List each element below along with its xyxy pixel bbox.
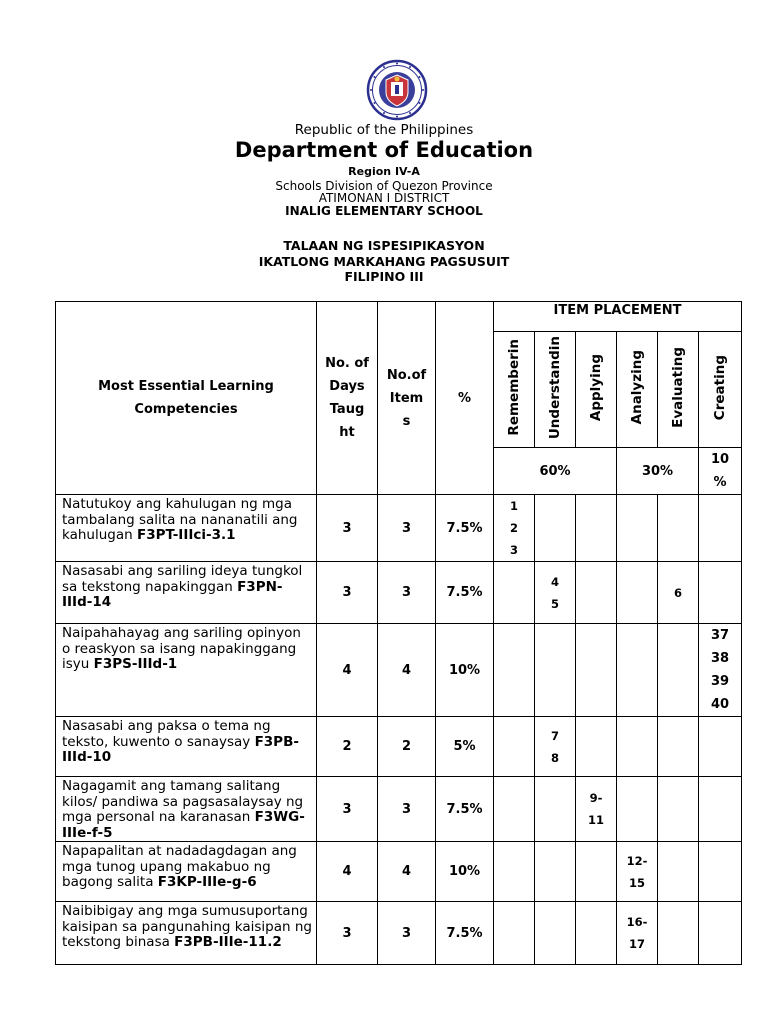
competency-cell bbox=[56, 562, 317, 624]
competency-code: F3PB-IIId-10 bbox=[62, 733, 299, 765]
competency-code: F3PT-IIIci-3.1 bbox=[136, 527, 236, 543]
school-label: INALIG ELEMENTARY SCHOOL bbox=[285, 204, 483, 218]
item-number: 11 bbox=[587, 813, 604, 827]
days-cell: 3 bbox=[317, 495, 378, 562]
header-line: No.of bbox=[386, 367, 427, 383]
competency-text: Napapalitan at nadadagdagan ang mga tunog upang makabuo ng bagong salita bbox=[62, 843, 297, 890]
percent-cell: 10% bbox=[436, 624, 494, 717]
division-label: Schools Division of Quezon Province bbox=[275, 179, 493, 193]
table-row bbox=[56, 842, 742, 902]
weight-lots: 60% bbox=[494, 448, 617, 495]
placement-cell bbox=[494, 902, 535, 965]
placement-cell bbox=[658, 777, 699, 842]
placement-cell bbox=[617, 624, 658, 717]
item-number: 5 bbox=[550, 596, 559, 611]
placement-cell bbox=[699, 624, 742, 717]
percent-cell: 7.5% bbox=[436, 902, 494, 965]
header-line: No. of bbox=[325, 356, 369, 371]
placement-cell bbox=[576, 777, 617, 842]
level-evaluating: Evaluating bbox=[658, 332, 699, 448]
placement-cell bbox=[699, 777, 742, 842]
items-header bbox=[378, 302, 436, 495]
placement-cell bbox=[617, 842, 658, 902]
placement-cell bbox=[535, 562, 576, 624]
placement-cell bbox=[617, 562, 658, 624]
placement-cell bbox=[576, 562, 617, 624]
table-row bbox=[56, 902, 742, 965]
item-number: 38 bbox=[710, 651, 730, 666]
placement-cell bbox=[576, 495, 617, 562]
placement-cell bbox=[658, 495, 699, 562]
placement-cell bbox=[494, 562, 535, 624]
competency-text: Nasasabi ang paksa o tema ng teksto, kuwento o sanaysay bbox=[62, 718, 271, 750]
competency-code: F3PS-IIId-1 bbox=[93, 656, 178, 672]
weight-mots: 30% bbox=[617, 448, 699, 495]
placement-cell bbox=[494, 495, 535, 562]
level-creating: Creating bbox=[699, 332, 742, 448]
days-header bbox=[317, 302, 378, 495]
competency-text: Naibibigay ang mga sumusuportang kaisipan sa pangunahing kaisipan ng tekstong binasa bbox=[62, 903, 312, 950]
header-line: Days bbox=[329, 379, 365, 394]
item-number: 3 bbox=[509, 543, 518, 557]
document-title: TALAAN NG ISPESIPIKASYON bbox=[283, 238, 485, 253]
item-number: 12- bbox=[626, 853, 648, 868]
region-label: Region IV-A bbox=[348, 165, 420, 178]
placement-cell bbox=[699, 562, 742, 624]
percent-cell: 7.5% bbox=[436, 777, 494, 842]
competency-cell bbox=[56, 624, 317, 717]
weight-hots bbox=[699, 448, 742, 495]
district-label: ATIMONAN I DISTRICT bbox=[318, 191, 450, 205]
competency-text: Naipahahayag ang sariling opinyon o reaskyon sa isang napakinggang isyu bbox=[62, 625, 301, 672]
item-number: 9- bbox=[589, 791, 603, 805]
level-analyzing: Analyzing bbox=[617, 332, 658, 448]
item-number: 2 bbox=[509, 521, 518, 535]
header-line: Competencies bbox=[134, 402, 238, 417]
placement-cell bbox=[658, 717, 699, 777]
republic-label: Republic of the Philippines bbox=[294, 122, 474, 138]
days-cell: 3 bbox=[317, 902, 378, 965]
competency-cell bbox=[56, 902, 317, 965]
document-subtitle: IKATLONG MARKAHANG PAGSUSUIT bbox=[258, 254, 510, 269]
placement-cell bbox=[699, 842, 742, 902]
weight-line: % bbox=[713, 475, 727, 490]
item-number: 1 bbox=[509, 499, 518, 513]
items-cell: 3 bbox=[378, 562, 436, 624]
items-cell: 3 bbox=[378, 495, 436, 562]
items-cell: 4 bbox=[378, 842, 436, 902]
subject-label: FILIPINO III bbox=[344, 269, 424, 284]
placement-cell bbox=[494, 842, 535, 902]
table-row bbox=[56, 562, 742, 624]
placement-cell bbox=[576, 717, 617, 777]
item-number: 15 bbox=[628, 875, 645, 890]
item-number: 39 bbox=[710, 674, 730, 689]
placement-cell bbox=[658, 842, 699, 902]
level-applying: Applying bbox=[576, 332, 617, 448]
items-cell: 2 bbox=[378, 717, 436, 777]
competency-code: F3PB-IIIe-11.2 bbox=[174, 934, 282, 950]
item-number: 17 bbox=[628, 937, 645, 951]
items-cell: 3 bbox=[378, 902, 436, 965]
competency-cell bbox=[56, 717, 317, 777]
placement-cell bbox=[494, 717, 535, 777]
placement-cell bbox=[699, 717, 742, 777]
header-line: ht bbox=[339, 425, 355, 440]
placement-cell bbox=[699, 495, 742, 562]
placement-cell bbox=[576, 902, 617, 965]
header-line: Item bbox=[389, 390, 424, 406]
placement-cell bbox=[617, 777, 658, 842]
competency-cell bbox=[56, 842, 317, 902]
percent-header: % bbox=[436, 302, 494, 495]
item-number: 4 bbox=[550, 574, 559, 589]
percent-cell: 7.5% bbox=[436, 495, 494, 562]
placement-cell bbox=[535, 717, 576, 777]
days-cell: 3 bbox=[317, 777, 378, 842]
competency-text: Natutukoy ang kahulugan ng mga tambalang salita na nananatili ang kahulugan bbox=[62, 496, 298, 543]
competency-text: Nasasabi ang sariling ideya tungkol sa tekstong napakinggan bbox=[62, 563, 303, 595]
placement-cell bbox=[699, 902, 742, 965]
items-cell: 4 bbox=[378, 624, 436, 717]
placement-cell bbox=[658, 902, 699, 965]
competency-cell bbox=[56, 777, 317, 842]
table-row bbox=[56, 717, 742, 777]
weight-line: 10 bbox=[710, 452, 730, 467]
item-placement-header: ITEM PLACEMENT bbox=[494, 302, 742, 332]
competency-code: F3WG-IIIe-f-5 bbox=[62, 809, 305, 841]
level-understanding: Understandin bbox=[535, 332, 576, 448]
placement-cell bbox=[494, 777, 535, 842]
placement-cell bbox=[576, 624, 617, 717]
table-row bbox=[56, 777, 742, 842]
placement-cell bbox=[617, 717, 658, 777]
placement-cell bbox=[535, 624, 576, 717]
item-number: 37 bbox=[710, 628, 730, 643]
table-row bbox=[56, 495, 742, 562]
placement-cell bbox=[617, 495, 658, 562]
header-line: s bbox=[402, 413, 411, 429]
days-cell: 3 bbox=[317, 562, 378, 624]
competency-code: F3PN-IIId-14 bbox=[62, 578, 283, 610]
item-number: 16- bbox=[626, 915, 648, 929]
days-cell: 4 bbox=[317, 842, 378, 902]
level-remembering: Rememberin bbox=[494, 332, 535, 448]
header-line: Taug bbox=[329, 402, 365, 417]
placement-cell bbox=[535, 777, 576, 842]
percent-cell: 10% bbox=[436, 842, 494, 902]
placement-cell bbox=[658, 624, 699, 717]
item-number: 6 bbox=[673, 585, 682, 600]
placement-cell bbox=[617, 902, 658, 965]
placement-cell bbox=[658, 562, 699, 624]
item-number: 7 bbox=[550, 728, 559, 743]
competencies-header bbox=[56, 302, 317, 495]
days-cell: 4 bbox=[317, 624, 378, 717]
placement-cell bbox=[576, 842, 617, 902]
percent-cell: 7.5% bbox=[436, 562, 494, 624]
items-cell: 3 bbox=[378, 777, 436, 842]
placement-cell bbox=[494, 624, 535, 717]
placement-cell bbox=[535, 902, 576, 965]
competency-text: Nagagamit ang tamang salitang kilos/ pandiwa sa pagsasalaysay ng mga personal na karanasan bbox=[62, 778, 304, 825]
item-number: 8 bbox=[550, 750, 559, 765]
days-cell: 2 bbox=[317, 717, 378, 777]
competency-code: F3KP-IIIe-g-6 bbox=[157, 874, 257, 890]
table-row bbox=[56, 624, 742, 717]
department-title: Department of Education bbox=[234, 138, 534, 162]
deped-seal-icon bbox=[366, 59, 428, 121]
competency-cell bbox=[56, 495, 317, 562]
percent-cell: 5% bbox=[436, 717, 494, 777]
placement-cell bbox=[535, 842, 576, 902]
header-line: Most Essential Learning bbox=[98, 379, 274, 394]
specification-table bbox=[55, 301, 742, 965]
item-number: 40 bbox=[710, 697, 730, 712]
placement-cell bbox=[535, 495, 576, 562]
